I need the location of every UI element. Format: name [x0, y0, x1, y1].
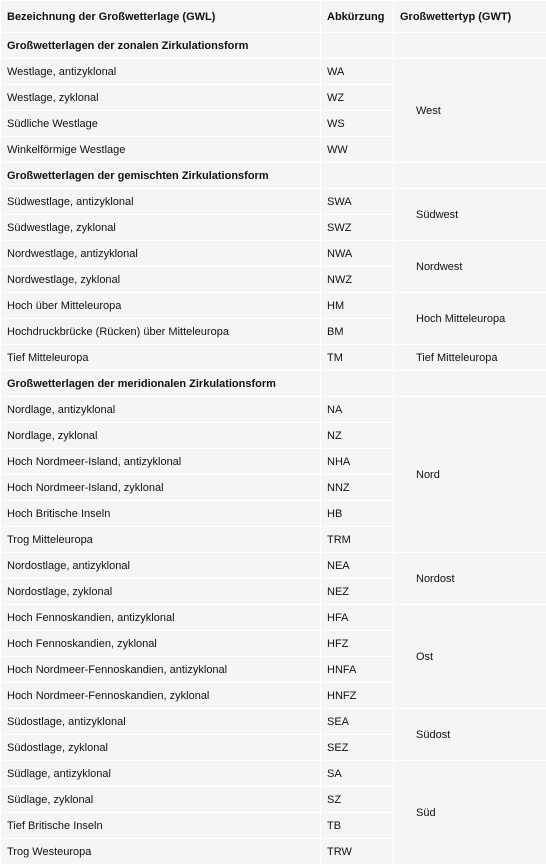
gwl-abbreviation: NWZ — [321, 267, 394, 293]
gwl-name: Hoch Britische Inseln — [1, 501, 321, 527]
gwl-abbreviation: NNZ — [321, 475, 394, 501]
gwl-name: Nordostlage, zyklonal — [1, 579, 321, 605]
section-title: Großwetterlagen der zonalen Zirkulationsform — [1, 33, 321, 59]
gwl-abbreviation: TM — [321, 345, 394, 371]
gwt-type: Südost — [394, 709, 546, 761]
gwl-name: Westlage, antizyklonal — [1, 59, 321, 85]
gwl-abbreviation: WS — [321, 111, 394, 137]
gwl-abbreviation: SEZ — [321, 735, 394, 761]
header-abbreviation: Abkürzung — [321, 1, 394, 33]
gwl-name: Hoch Fennoskandien, antizyklonal — [1, 605, 321, 631]
gwl-name: Hoch über Mitteleuropa — [1, 293, 321, 319]
gwt-type: Hoch Mitteleuropa — [394, 293, 546, 345]
gwl-abbreviation: SWA — [321, 189, 394, 215]
gwl-name: Südlage, zyklonal — [1, 787, 321, 813]
gwl-name: Westlage, zyklonal — [1, 85, 321, 111]
gwl-abbreviation: SEA — [321, 709, 394, 735]
table-row — [1, 709, 546, 735]
table-body — [1, 33, 546, 865]
gwl-abbreviation: HNFA — [321, 657, 394, 683]
gwt-type: Ost — [394, 605, 546, 709]
gwl-name: Hoch Nordmeer-Island, antizyklonal — [1, 449, 321, 475]
gwt-type: Nord — [394, 397, 546, 553]
empty-cell — [321, 33, 394, 59]
table-row — [1, 293, 546, 319]
section-title: Großwetterlagen der gemischten Zirkulationsform — [1, 163, 321, 189]
gwl-name: Trog Mitteleuropa — [1, 527, 321, 553]
gwl-abbreviation: TB — [321, 813, 394, 839]
gwl-abbreviation: HNFZ — [321, 683, 394, 709]
gwt-type: Nordwest — [394, 241, 546, 293]
empty-cell — [394, 33, 546, 59]
gwl-abbreviation: TRW — [321, 839, 394, 865]
gwl-abbreviation: WA — [321, 59, 394, 85]
gwl-abbreviation: WZ — [321, 85, 394, 111]
gwt-type: Nordost — [394, 553, 546, 605]
gwl-name: Südostlage, antizyklonal — [1, 709, 321, 735]
gwl-name: Trog Westeuropa — [1, 839, 321, 865]
gwl-name: Hoch Nordmeer-Island, zyklonal — [1, 475, 321, 501]
gwl-abbreviation: HFZ — [321, 631, 394, 657]
empty-cell — [321, 163, 394, 189]
table-row — [1, 189, 546, 215]
table-row — [1, 345, 546, 371]
gwl-abbreviation: SA — [321, 761, 394, 787]
gwl-abbreviation: HM — [321, 293, 394, 319]
gwt-type: Tief Mitteleuropa — [394, 345, 546, 371]
gwl-abbreviation: BM — [321, 319, 394, 345]
table-row — [1, 605, 546, 631]
gwl-abbreviation: NA — [321, 397, 394, 423]
gwl-name: Südliche Westlage — [1, 111, 321, 137]
header-row — [1, 1, 546, 33]
gwl-name: Südostlage, zyklonal — [1, 735, 321, 761]
table-row — [1, 397, 546, 423]
section-row — [1, 371, 546, 397]
gwl-name: Winkelförmige Westlage — [1, 137, 321, 163]
gwl-abbreviation: NHA — [321, 449, 394, 475]
gwl-name: Hoch Nordmeer-Fennoskandien, zyklonal — [1, 683, 321, 709]
gwl-name: Hoch Nordmeer-Fennoskandien, antizyklonal — [1, 657, 321, 683]
gwl-name: Nordlage, zyklonal — [1, 423, 321, 449]
gwl-name: Südwestlage, zyklonal — [1, 215, 321, 241]
gwl-name: Südwestlage, antizyklonal — [1, 189, 321, 215]
empty-cell — [394, 163, 546, 189]
gwl-abbreviation: TRM — [321, 527, 394, 553]
empty-cell — [394, 371, 546, 397]
gwl-name: Südlage, antizyklonal — [1, 761, 321, 787]
gwl-name: Hoch Fennoskandien, zyklonal — [1, 631, 321, 657]
gwl-name: Nordwestlage, antizyklonal — [1, 241, 321, 267]
gwl-abbreviation: HFA — [321, 605, 394, 631]
gwl-abbreviation: NWA — [321, 241, 394, 267]
gwl-name: Nordlage, antizyklonal — [1, 397, 321, 423]
empty-cell — [321, 371, 394, 397]
gwl-name: Nordostlage, antizyklonal — [1, 553, 321, 579]
gwl-abbreviation: WW — [321, 137, 394, 163]
table-row — [1, 553, 546, 579]
gwt-type: West — [394, 59, 546, 163]
header-gwl: Bezeichnung der Großwetterlage (GWL) — [1, 1, 321, 33]
section-row — [1, 163, 546, 189]
gwl-abbreviation: SWZ — [321, 215, 394, 241]
section-row — [1, 33, 546, 59]
table-row — [1, 761, 546, 787]
table-row — [1, 241, 546, 267]
gwt-type: Südwest — [394, 189, 546, 241]
gwl-name: Tief Mitteleuropa — [1, 345, 321, 371]
gwl-abbreviation: HB — [321, 501, 394, 527]
table-row — [1, 59, 546, 85]
gwl-abbreviation: NEZ — [321, 579, 394, 605]
gwl-abbreviation: NZ — [321, 423, 394, 449]
header-gwt: Großwettertyp (GWT) — [394, 1, 546, 33]
gwl-abbreviation: SZ — [321, 787, 394, 813]
section-title: Großwetterlagen der meridionalen Zirkulationsform — [1, 371, 321, 397]
gwl-abbreviation: NEA — [321, 553, 394, 579]
gwl-name: Tief Britische Inseln — [1, 813, 321, 839]
gwt-type: Süd — [394, 761, 546, 865]
gwl-name: Hochdruckbrücke (Rücken) über Mitteleuropa — [1, 319, 321, 345]
gwl-name: Nordwestlage, zyklonal — [1, 267, 321, 293]
